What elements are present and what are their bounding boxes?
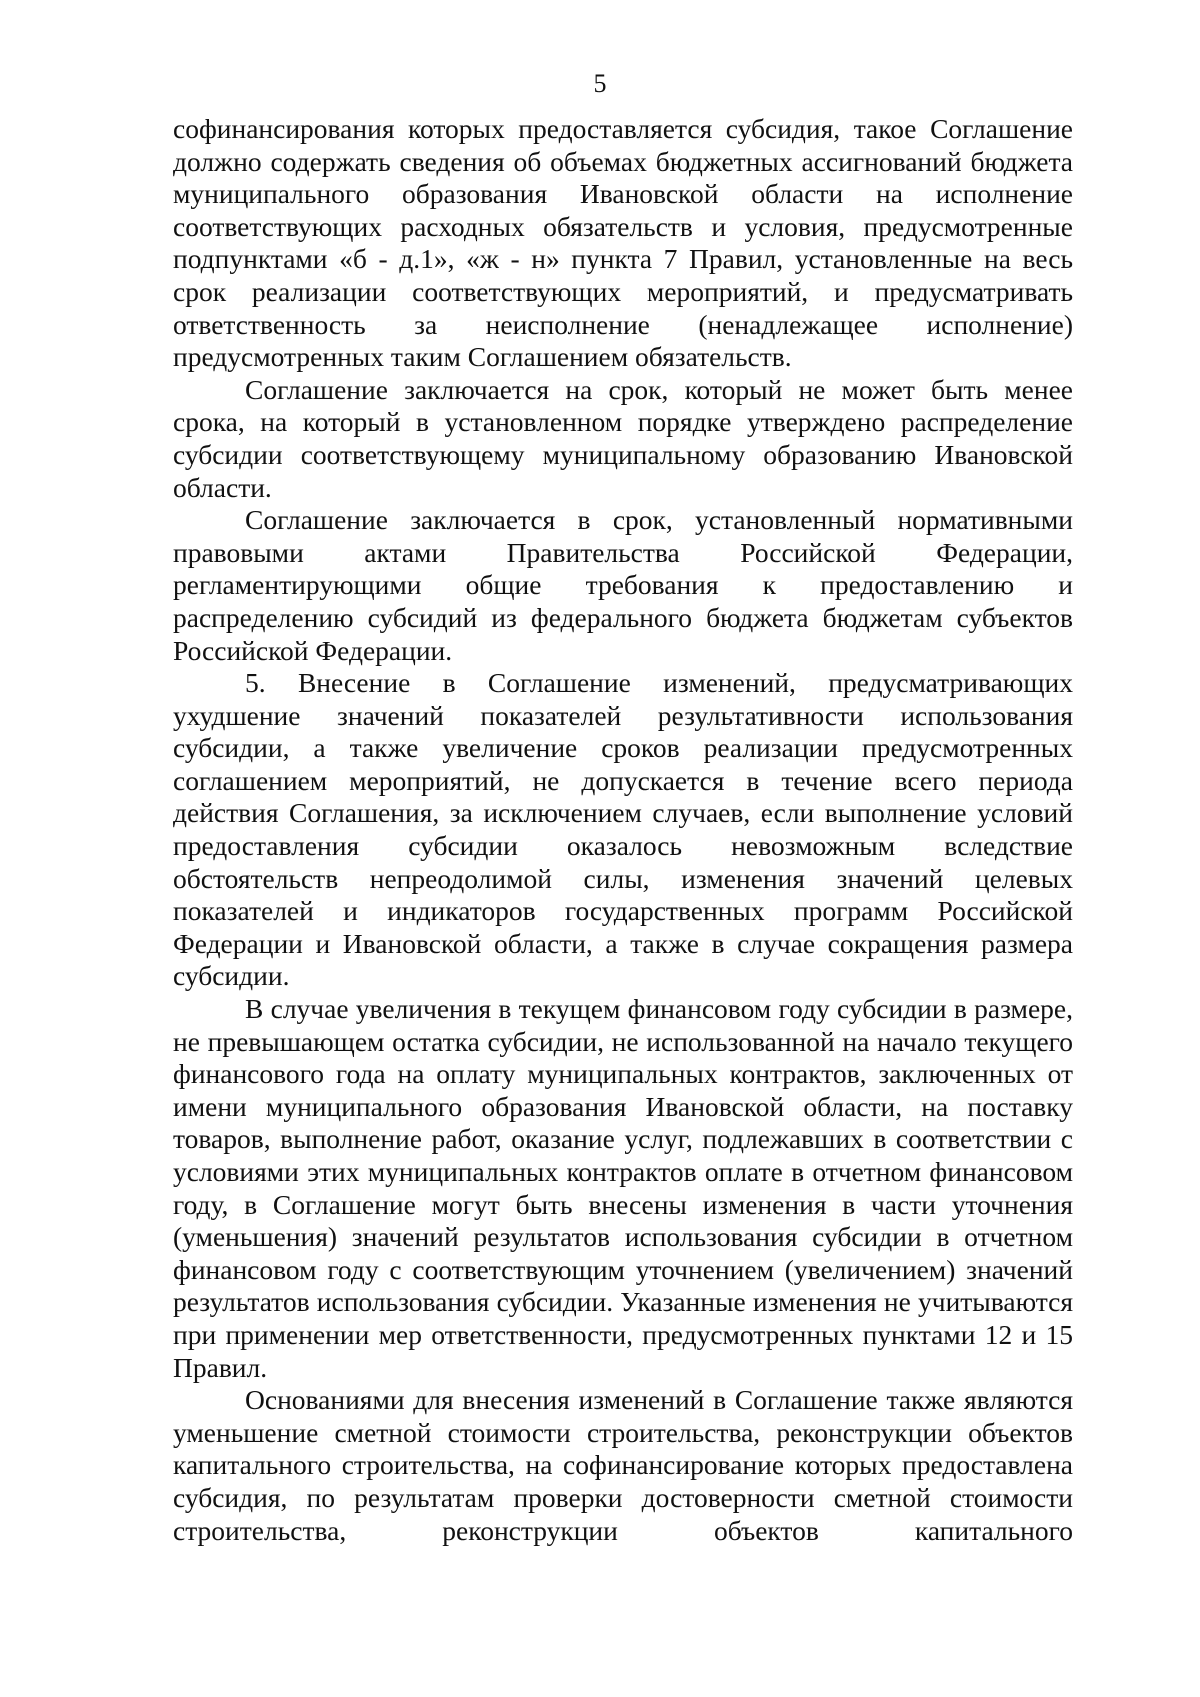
paragraph-subsidy-increase: В случае увеличения в текущем финансовом году субсидии в размере, не превышающем остатка субсидии, не использованной на начало текущего финансового года на оплату муниципальных контрактов, заключенных от имени муниципального образования Ивановской области, на поставку товаров, выполнение работ, оказание услуг, подлежавших в соответствии с условиями этих муниципальных контрактов оплате в отчетном финансовом году, в Соглашение могут быть внесены изменения в части уточнения (уменьшения) значений результатов использования субсидии в отчетном финансовом году с соответствующим уточнением (увеличением) значений результатов использования субсидии. Указанные изменения не учитываются при применении мер ответственности, предусмотренных пунктами 12 и 15 Правил. [173,993,1073,1383]
paragraph-continuation: софинансирования которых предоставляется субсидия, такое Соглашение должно содержать сведения об объемах бюджетных ассигнований бюджета муниципального образования Ивановской области на исполнение соответствующих расходных обязательств и условия, предусмотренные подпунктами «б - д.1», «ж - н» пункта 7 Правил, установленные на весь срок реализации соответствующих мероприятий, и предусматривать ответственность за неисполнение (ненадлежащее исполнение) предусмотренных таким Соглашением обязательств. [173,113,1073,373]
document-body [173,113,1073,1547]
paragraph-item-5: 5. Внесение в Соглашение изменений, предусматривающих ухудшение значений показателей результативности использования субсидии, а также увеличение сроков реализации предусмотренных соглашением мероприятий, не допускается в течение всего периода действия Соглашения, за исключением случаев, если выполнение условий предоставления субсидии оказалось невозможным вследствие обстоятельств непреодолимой силы, изменения значений целевых показателей и индикаторов государственных программ Российской Федерации и Ивановской области, а также в случае сокращения размера субсидии. [173,667,1073,992]
page-number: 5 [593,69,607,98]
paragraph-grounds-for-changes: Основаниями для внесения изменений в Соглашение также являются уменьшение сметной стоимости строительства, реконструкции объектов капитального строительства, на софинансирование которых предоставлена субсидия, по результатам проверки достоверности сметной стоимости строительства, реконструкции объектов капитального [173,1384,1073,1546]
paragraph-agreement-term: Соглашение заключается на срок, который не может быть менее срока, на который в установленном порядке утверждено распределение субсидии соответствующему муниципальному образованию Ивановской области. [173,373,1073,503]
paragraph-agreement-deadline: Соглашение заключается в срок, установленный нормативными правовыми актами Правительства Российской Федерации, регламентирующими общие требования к предоставлению и распределению субсидий из федерального бюджета бюджетам субъектов Российской Федерации. [173,504,1073,666]
